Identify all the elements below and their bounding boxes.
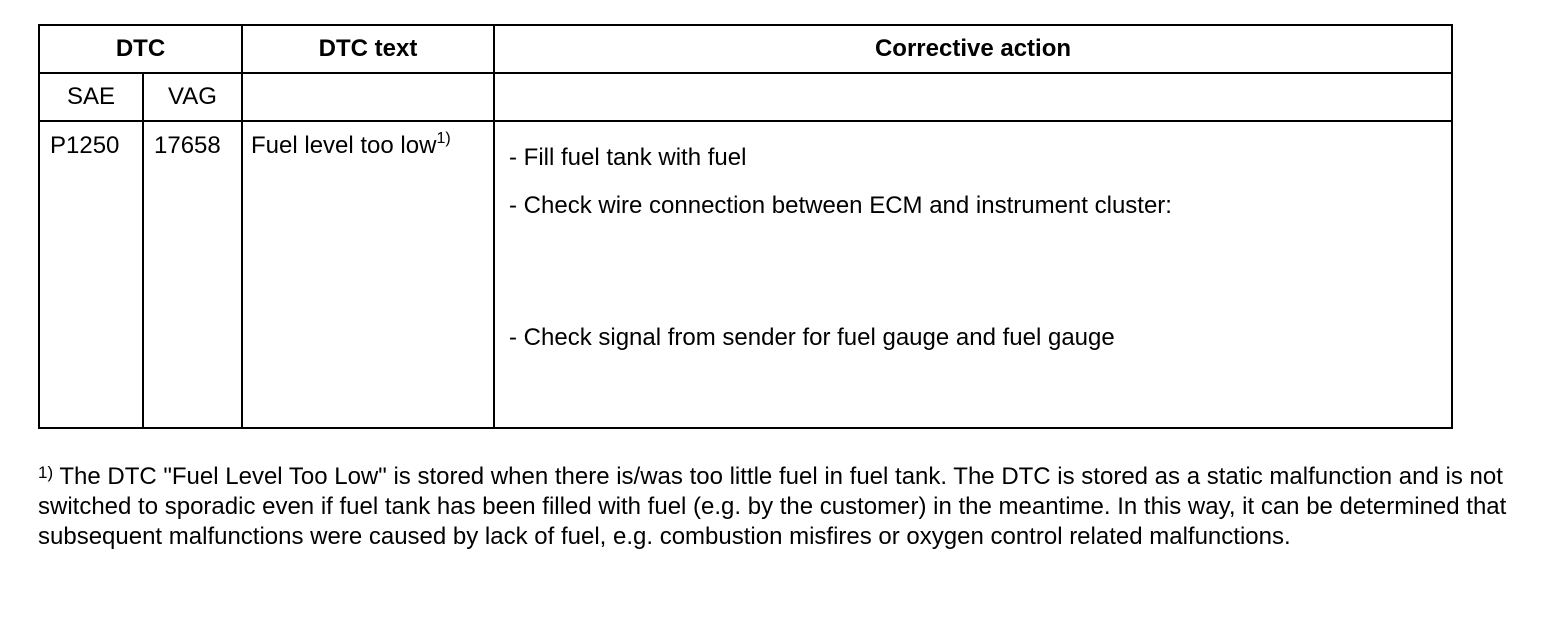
dtc-table: [38, 24, 1453, 429]
footnote-marker-ref: 1): [436, 130, 451, 147]
footnote-marker: 1): [38, 463, 54, 482]
action-item-fill-tank: - Fill fuel tank with fuel: [509, 144, 747, 171]
table-row: [39, 121, 1452, 428]
subheader-empty-action: [494, 73, 1452, 121]
action-list: [495, 122, 1451, 352]
subheader-sae: SAE: [39, 73, 143, 121]
header-corrective-action: Corrective action: [494, 25, 1452, 73]
dtc-text: Fuel level too low: [251, 132, 437, 159]
cell-vag-code: [143, 121, 242, 428]
cell-corrective-action: [494, 121, 1452, 428]
footnote-text: The DTC "Fuel Level Too Low" is stored when there is/was too little fuel in fuel tank. The DTC is stored as a static malfunction and is not switched to sporadic even if fuel tank has been filled with fuel (e.g. by the customer) in the meantime. In this way, it can be determined that subsequent malfunctions were caused by lack of fuel, e.g. combustion misfires or oxygen control related malfunctions.: [38, 463, 1507, 550]
header-dtc-text: DTC text: [242, 25, 494, 73]
cell-sae-code: [39, 121, 143, 428]
action-item-check-wire: - Check wire connection between ECM and instrument cluster:: [509, 192, 1172, 219]
subheader-empty-dtc-text: [242, 73, 494, 121]
header-dtc: DTC: [39, 25, 242, 73]
table-subheader-row: [39, 73, 1452, 121]
table-header-row: [39, 25, 1452, 73]
vag-code: 17658: [154, 132, 221, 159]
subheader-vag: VAG: [143, 73, 242, 121]
sae-code: P1250: [50, 132, 120, 159]
footnote: [38, 462, 1518, 552]
cell-dtc-text: [242, 121, 494, 428]
action-item-check-signal: - Check signal from sender for fuel gauge and fuel gauge: [509, 324, 1115, 351]
dtc-text-content: [243, 122, 493, 160]
